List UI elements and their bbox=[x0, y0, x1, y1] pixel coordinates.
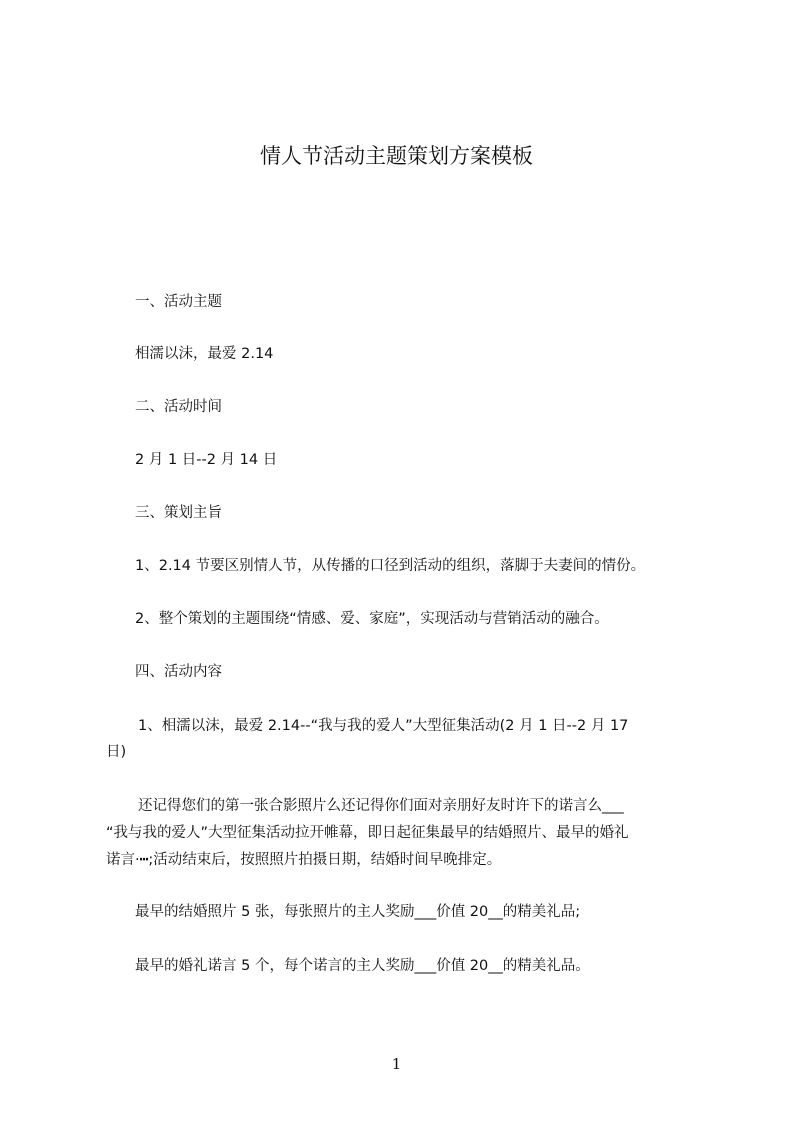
purpose-item-1: 1、2.14 节要区别情人节，从传播的口径到活动的组织，落脚于夫妻间的情份。 bbox=[135, 558, 646, 574]
section-heading-purpose: 三、策划主旨 bbox=[135, 505, 222, 521]
purpose-item-2: 2、整个策划的主题围绕“情感、爱、家庭”，实现活动与营销活动的融合。 bbox=[135, 611, 609, 627]
page-number: 1 bbox=[391, 1055, 402, 1073]
section-heading-time: 二、活动时间 bbox=[135, 399, 222, 415]
time-text: 2 月 1 日--2 月 14 日 bbox=[135, 452, 278, 468]
section-heading-content: 四、活动内容 bbox=[135, 664, 222, 680]
section-heading-theme: 一、活动主题 bbox=[135, 294, 222, 310]
theme-text: 相濡以沫，最爱 2.14 bbox=[135, 346, 274, 362]
body-paragraph-line-1: 还记得您们的第一张合影照片么还记得你们面对亲朋好友时许下的诺言么___ bbox=[138, 798, 624, 814]
prize-photo-text: 最早的结婚照片 5 张，每张照片的主人奖励___价值 20__的精美礼品; bbox=[135, 904, 581, 920]
body-paragraph-line-3: 诺言·┅;活动结束后，按照照片拍摄日期，结婚时间早晚排定。 bbox=[106, 852, 502, 868]
body-paragraph-line-2: “我与我的爱人”大型征集活动拉开帷幕，即日起征集最早的结婚照片、最早的婚礼 bbox=[106, 825, 629, 841]
content-item-1-line-2: 日) bbox=[106, 744, 127, 760]
prize-vow-text: 最早的婚礼诺言 5 个，每个诺言的主人奖励___价值 20__的精美礼品。 bbox=[135, 958, 590, 974]
document-title: 情人节活动主题策划方案模板 bbox=[260, 144, 533, 168]
content-item-1-line-1: 1、相濡以沫，最爱 2.14--“我与我的爱人”大型征集活动(2 月 1 日--2 月 17 bbox=[138, 718, 629, 734]
